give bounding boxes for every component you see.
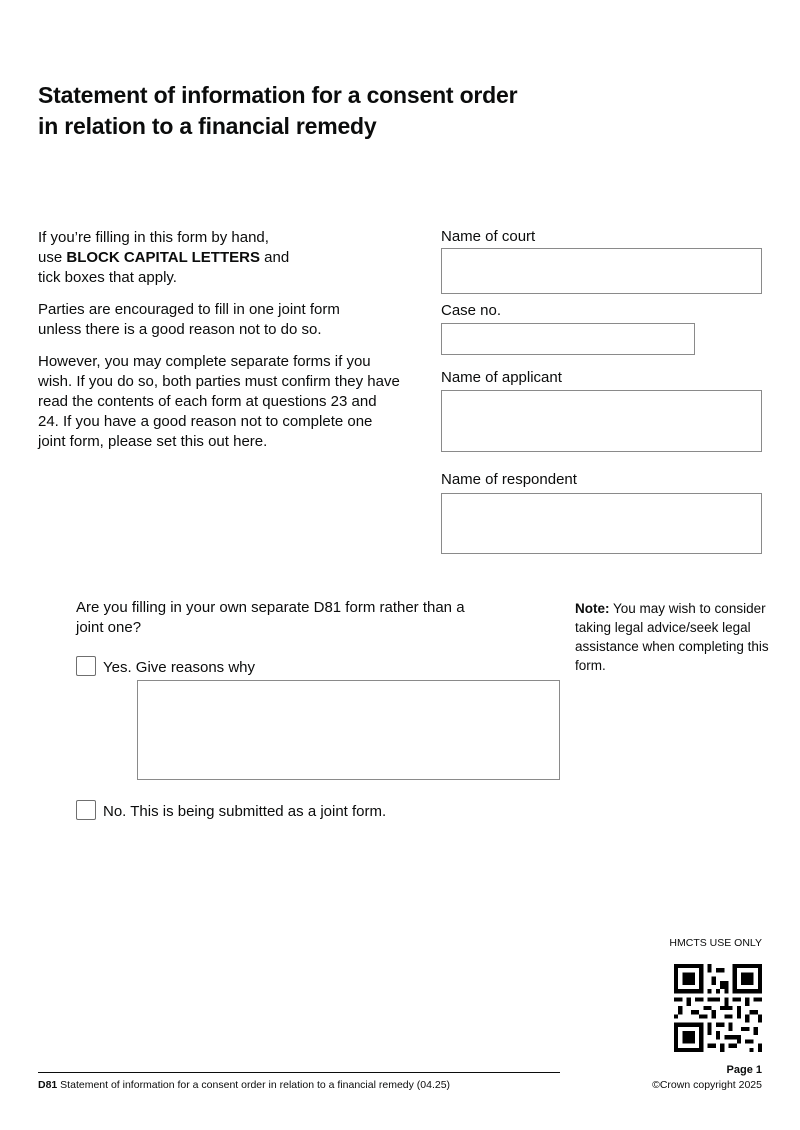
separate-form-question: Are you filling in your own separate D81 form rather than a joint one? xyxy=(76,599,465,636)
applicant-label: Name of applicant xyxy=(441,369,562,386)
case-number-field[interactable] xyxy=(441,323,695,355)
yes-option-label: Yes. Give reasons why xyxy=(103,659,256,676)
note-label: Note: xyxy=(575,601,610,616)
respondent-label: Name of respondent xyxy=(441,471,577,488)
footer-form-text: Statement of information for a consent order in relation to a financial remedy (04.25) xyxy=(57,1079,451,1091)
intro-and: and xyxy=(259,249,290,266)
note-text: You may wish to consider taking legal advice/seek legal assistance when completing this form. xyxy=(575,601,769,673)
intro-paragraph-2: Parties are encouraged to fill in one joint form unless there is a good reason not to do so. xyxy=(38,301,340,338)
title-line-2: in relation to a financial remedy xyxy=(38,113,377,139)
intro-use: use xyxy=(38,249,67,266)
no-option-label: No. This is being submitted as a joint form. xyxy=(103,803,387,820)
court-name-field[interactable] xyxy=(441,248,762,294)
legal-advice-note xyxy=(575,599,775,675)
hmcts-use-only-label: HMCTS USE ONLY xyxy=(669,937,762,949)
court-label: Name of court xyxy=(441,228,536,245)
footer-divider xyxy=(38,1072,560,1073)
no-checkbox[interactable] xyxy=(76,800,96,820)
page-title xyxy=(38,80,578,142)
intro-line-1: If you’re filling in this form by hand, xyxy=(38,229,269,246)
case-number-label: Case no. xyxy=(441,302,502,319)
intro-paragraph-1 xyxy=(38,228,298,288)
reasons-field[interactable] xyxy=(137,680,560,780)
intro-block-capitals: BLOCK CAPITAL LETTERS xyxy=(66,249,260,266)
qr-code xyxy=(674,964,762,1052)
yes-checkbox[interactable] xyxy=(76,656,96,676)
intro-paragraph-3: However, you may complete separate forms if you wish. If you do so, both parties must confirm they have read the contents of each form at questions 23 and 24. If you have a good reason not to complete one joint form, please set this out here. xyxy=(38,353,400,450)
respondent-name-field[interactable] xyxy=(441,493,762,554)
applicant-name-field[interactable] xyxy=(441,390,762,452)
footer-form-title xyxy=(38,1078,450,1092)
intro-line-3: tick boxes that apply. xyxy=(38,269,177,286)
page-number: Page 1 xyxy=(726,1064,762,1076)
copyright: ©Crown copyright 2025 xyxy=(652,1079,762,1091)
title-line-1: Statement of information for a consent order xyxy=(38,82,518,108)
intro-text xyxy=(38,228,413,464)
footer-form-code: D81 xyxy=(38,1079,58,1091)
